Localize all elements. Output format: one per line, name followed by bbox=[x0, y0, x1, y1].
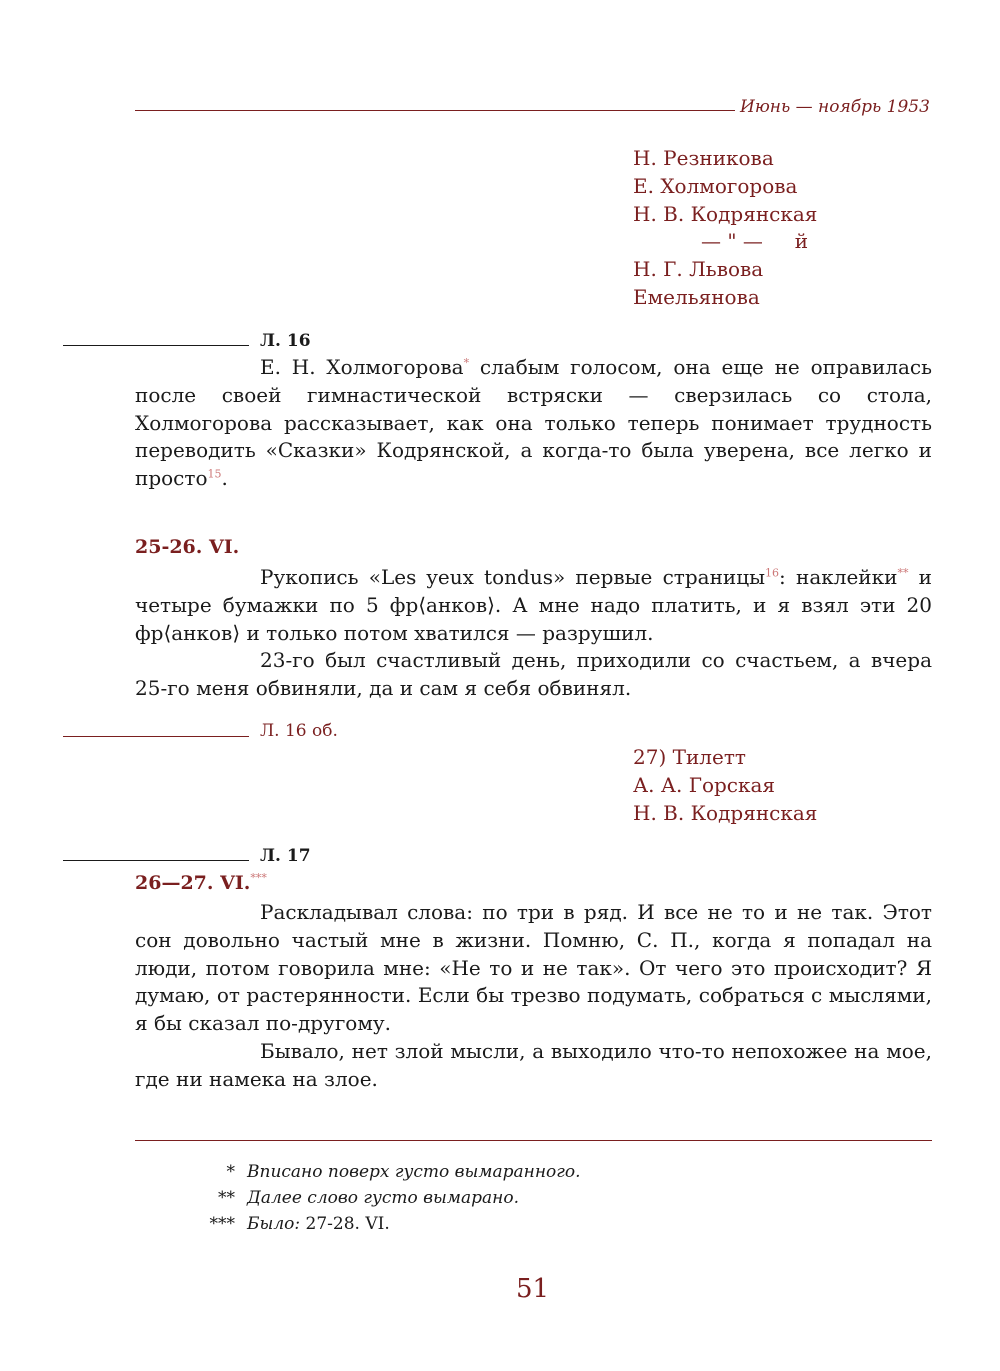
footnote-text-italic: Было: bbox=[247, 1214, 301, 1234]
paragraph-text: . bbox=[221, 466, 228, 491]
paragraph: Бывало, нет злой мысли, а выходило что-то непохожее на мое, где ни намека на злое. bbox=[135, 1038, 932, 1091]
paragraph-group bbox=[135, 564, 932, 703]
paragraph-group bbox=[135, 899, 932, 1094]
paragraph: Раскладывал слова: по три в ряд. И все не то и не так. Этот сон довольно частый мне в жизни. Помню, С. П., когда я попадал на люди, потом говорила мне: «Не то и не так». От чего это происходит? Я думаю, от растерянности. Если бы трезво подумать, собраться с мыслями, я бы сказал по-другому. bbox=[135, 900, 932, 1036]
paragraph: 23-го был счастливый день, приходили со счастьем, а вчера 25-го меня обвиняли, да и сам я себя обвинял. bbox=[135, 648, 932, 701]
footnotes bbox=[195, 1159, 580, 1237]
list-item: Емельянова bbox=[633, 284, 760, 309]
sheet-marker-16: Л. 16 bbox=[260, 331, 311, 351]
list-item: Н. В. Кодрянская bbox=[633, 800, 818, 825]
entry-date: 25-26. VI. bbox=[135, 536, 240, 558]
footnote bbox=[195, 1185, 580, 1211]
page-number: 51 bbox=[516, 1274, 550, 1304]
running-title: Июнь — ноябрь 1953 bbox=[740, 97, 930, 117]
entry-date-text: 26—27. VI. bbox=[135, 872, 251, 894]
footnote-ref: ** bbox=[897, 566, 909, 580]
footnote bbox=[195, 1211, 580, 1237]
list-item: — " — й bbox=[701, 229, 809, 254]
footnote-mark: * bbox=[226, 1162, 235, 1182]
list-item: Н. В. Кодрянская bbox=[633, 201, 818, 226]
footnote-rule bbox=[135, 1140, 932, 1141]
sheet-rule bbox=[63, 736, 249, 737]
header-rule bbox=[135, 110, 735, 111]
endnote-ref: 15 bbox=[207, 467, 222, 481]
footnote-ref: *** bbox=[250, 871, 267, 885]
name-list-1 bbox=[633, 145, 817, 312]
footnote bbox=[195, 1159, 580, 1185]
footnote-mark: *** bbox=[209, 1214, 235, 1234]
footnote-ref: * bbox=[463, 356, 470, 370]
sheet-rule bbox=[63, 345, 249, 346]
sheet-rule bbox=[63, 860, 249, 861]
paragraph bbox=[135, 564, 932, 647]
list-item: Н. Г. Львова bbox=[633, 257, 764, 282]
list-item: Н. Резникова bbox=[633, 146, 774, 170]
list-item: А. А. Горская bbox=[633, 772, 776, 797]
paragraph-text: Е. Н. Холмогорова bbox=[260, 355, 464, 379]
footnote-text: Вписано поверх густо вымаранного. bbox=[247, 1162, 581, 1182]
footnote-text: Далее слово густо вымарано. bbox=[247, 1188, 519, 1208]
entry-date bbox=[135, 872, 267, 894]
name-list-2 bbox=[633, 744, 817, 827]
paragraph-text: слабым голосом, она еще не оправилась после своей гимнастической встряски — сверзилась со стола, Холмогорова рассказывает, как она только теперь понимает трудность переводить «Сказки» Кодрянской, а когда-то была уверена, все легко и просто bbox=[135, 355, 932, 491]
paragraph-text: и четыре бумажки по 5 фр⟨анков⟩. А мне надо платить, и я взял эти 20 фр⟨анков⟩ и только потом хватился — разрушил. bbox=[135, 565, 932, 645]
list-item: Е. Холмогорова bbox=[633, 173, 798, 198]
paragraph-text: : наклейки bbox=[779, 565, 898, 589]
footnote-mark: ** bbox=[218, 1188, 235, 1208]
footnote-text-upright: 27-28. VI. bbox=[300, 1214, 390, 1234]
paragraph bbox=[135, 354, 932, 493]
sheet-marker-17: Л. 17 bbox=[260, 846, 311, 866]
paragraph-text: Рукопись «Les yeux tondus» первые страницы bbox=[260, 565, 766, 589]
list-item: 27) Тилетт bbox=[633, 745, 746, 769]
footnote-text bbox=[247, 1211, 390, 1237]
sheet-marker-16ob: Л. 16 об. bbox=[260, 721, 338, 741]
endnote-ref: 16 bbox=[765, 566, 780, 580]
